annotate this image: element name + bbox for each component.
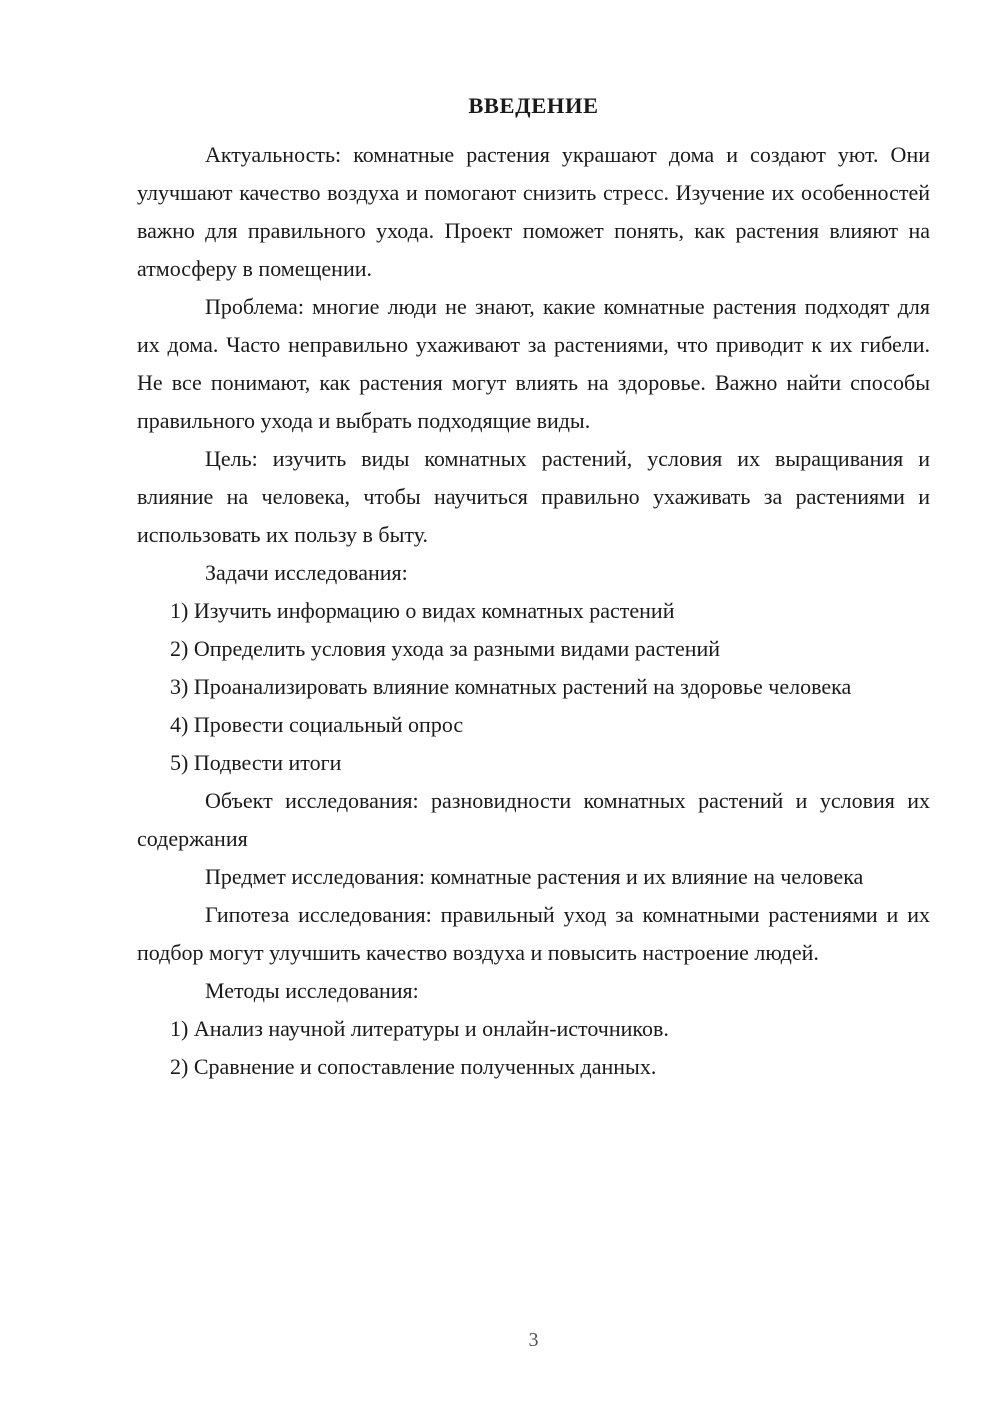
paragraph-object: Объект исследования: разновидности комнатных растений и условия их содержания [137,788,930,851]
list-item-task-4: 4) Провести социальный опрос [170,712,464,737]
list-item-method-1: 1) Анализ научной литературы и онлайн-источников. [170,1016,669,1041]
list-item-task-5: 5) Подвести итоги [170,750,342,775]
paragraph-goal: Цель: изучить виды комнатных растений, условия их выращивания и влияние на человека, чтобы научиться правильно ухаживать за растениями и использовать их пользу в быту. [137,446,930,547]
document-page [137,0,930,1414]
paragraph-hypothesis: Гипотеза исследования: правильный уход за комнатными растениями и их подбор могут улучшить качество воздуха и повысить настроение людей. [137,902,930,965]
list-item-method-2: 2) Сравнение и сопоставление полученных данных. [170,1054,657,1079]
paragraph-relevance: Актуальность: комнатные растения украшают дома и создают уют. Они улучшают качество воздуха и помогают снизить стресс. Изучение их особенностей важно для правильного ухода. Проект поможет понять, как растения влияют на атмосферу в помещении. [137,142,930,281]
list-item-task-3: 3) Проанализировать влияние комнатных растений на здоровье человека [170,674,852,699]
heading-methods: Методы исследования: [205,978,419,1003]
page-title: ВВЕДЕНИЕ [468,93,599,118]
list-item-task-1: 1) Изучить информацию о видах комнатных растений [170,598,675,623]
list-item-task-2: 2) Определить условия ухода за разными видами растений [170,636,721,661]
page-number: 3 [528,1329,539,1351]
heading-tasks: Задачи исследования: [205,560,408,585]
paragraph-subject: Предмет исследования: комнатные растения и их влияние на человека [205,864,864,889]
paragraph-problem: Проблема: многие люди не знают, какие комнатные растения подходят для их дома. Часто неправильно ухаживают за растениями, что приводит к их гибели. Не все понимают, как растения могут влиять на здоровье. Важно найти способы правильного ухода и выбрать подходящие виды. [137,294,930,433]
